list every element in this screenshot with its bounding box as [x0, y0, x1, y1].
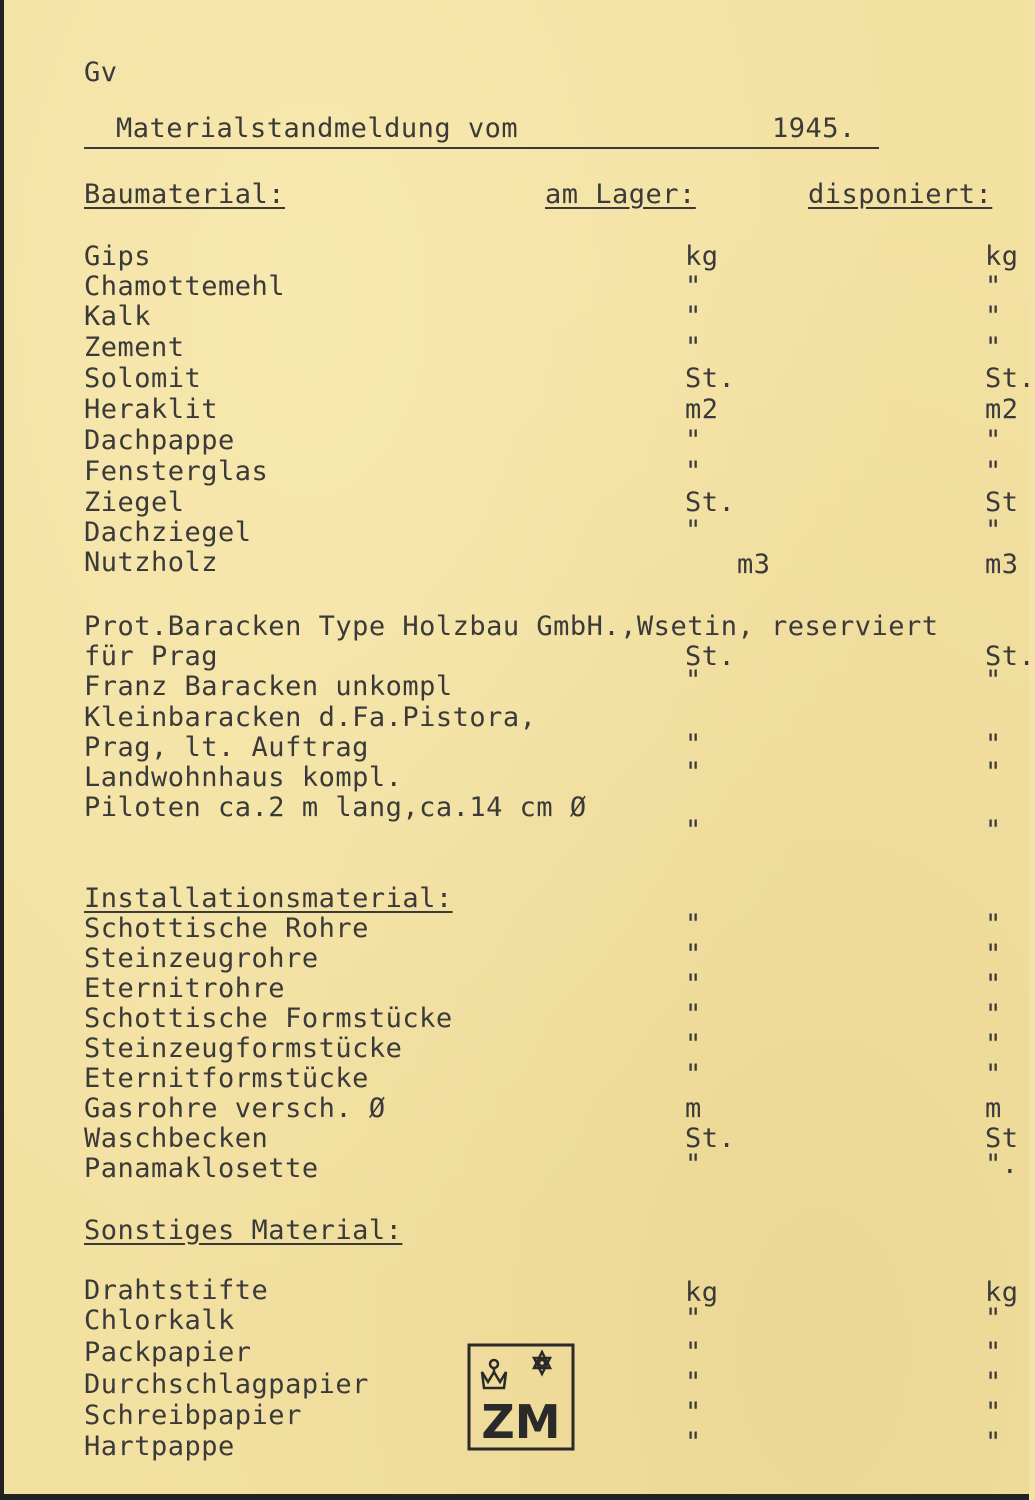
- disposed-unit: ": [985, 425, 1002, 456]
- disposed-unit: m3: [985, 549, 1019, 580]
- list-item: Dachziegel: [84, 517, 252, 548]
- stock-unit: m3: [737, 549, 771, 580]
- stock-unit: St.: [685, 641, 736, 672]
- disposed-unit: ": [985, 1427, 1002, 1458]
- stock-unit: ": [685, 757, 702, 788]
- disposed-unit: m: [985, 1093, 1002, 1124]
- column-header-disposed: disponiert:: [808, 179, 993, 210]
- list-item: Packpapier: [84, 1337, 252, 1368]
- list-item: Gasrohre versch. Ø: [84, 1093, 386, 1124]
- disposed-unit: ": [985, 939, 1002, 970]
- stock-unit: ": [685, 456, 702, 487]
- list-item: Nutzholz: [84, 547, 219, 578]
- stock-unit: ": [685, 1367, 702, 1398]
- disposed-unit: ": [985, 456, 1002, 487]
- disposed-unit: ": [985, 1059, 1002, 1090]
- document-title: Materialstandmeldung vom: [116, 113, 519, 144]
- list-item: Kalk: [84, 301, 152, 332]
- baracken-line: für Prag: [84, 641, 219, 672]
- disposed-unit: ": [985, 1367, 1002, 1398]
- list-item: Schottische Formstücke: [84, 1003, 453, 1034]
- section-title-other: Sonstiges Material:: [84, 1215, 403, 1246]
- baracken-line: Prot.Baracken Type Holzbau GmbH.,Wsetin, reserviert: [84, 611, 939, 642]
- disposed-unit: ": [985, 332, 1002, 363]
- document-year: 1945.: [772, 113, 856, 144]
- stock-unit: ": [685, 1149, 702, 1180]
- disposed-unit: ".: [985, 1149, 1019, 1180]
- stock-unit: ": [685, 815, 702, 846]
- list-item: Fensterglas: [84, 456, 269, 487]
- list-item: Heraklit: [84, 394, 219, 425]
- list-item: Steinzeugrohre: [84, 943, 319, 974]
- disposed-unit: ": [985, 729, 1002, 760]
- list-item: Solomit: [84, 363, 202, 394]
- list-item: Waschbecken: [84, 1123, 269, 1154]
- baracken-line: Piloten ca.2 m lang,ca.14 cm Ø: [84, 792, 587, 823]
- disposed-unit: ": [985, 909, 1002, 940]
- disposed-unit: St.: [985, 363, 1035, 394]
- stock-unit: St.: [685, 363, 736, 394]
- disposed-unit: ": [985, 969, 1002, 1000]
- stock-unit: ": [685, 1303, 702, 1334]
- list-item: Steinzeugformstücke: [84, 1033, 403, 1064]
- title-rule: [84, 147, 879, 149]
- stock-unit: ": [685, 425, 702, 456]
- list-item: Gips: [84, 241, 152, 272]
- column-header-stock: am Lager:: [545, 179, 696, 210]
- disposed-unit: m2: [985, 394, 1019, 425]
- stock-unit: ": [685, 1029, 702, 1060]
- stock-unit: ": [685, 969, 702, 1000]
- disposed-unit: ": [985, 1337, 1002, 1368]
- stock-unit: ": [685, 729, 702, 760]
- stock-unit: ": [685, 1059, 702, 1090]
- document-code: Gv: [84, 57, 118, 88]
- list-item: Zement: [84, 332, 185, 363]
- stock-unit: ": [685, 271, 702, 302]
- list-item: Ziegel: [84, 487, 185, 518]
- list-item: Panamaklosette: [84, 1153, 319, 1184]
- scan-edge-left: [0, 0, 4, 1500]
- stock-unit: ": [685, 1397, 702, 1428]
- disposed-unit: ": [985, 515, 1002, 546]
- stamp-letters: ZM: [481, 1395, 561, 1449]
- baracken-line: Franz Baracken unkompl: [84, 671, 453, 702]
- disposed-unit: ": [985, 1303, 1002, 1334]
- stock-unit: ": [685, 665, 702, 696]
- scan-edge-bottom: [0, 1494, 1029, 1500]
- stock-unit: St.: [685, 1123, 736, 1154]
- list-item: Hartpappe: [84, 1431, 235, 1462]
- stamp-icon: [466, 1342, 576, 1452]
- disposed-unit: kg: [985, 241, 1019, 272]
- list-item: Schottische Rohre: [84, 913, 369, 944]
- disposed-unit: ": [985, 1029, 1002, 1060]
- list-item: Chamottemehl: [84, 271, 286, 302]
- disposed-unit: ": [985, 815, 1002, 846]
- stock-unit: ": [685, 332, 702, 363]
- list-item: Schreibpapier: [84, 1400, 302, 1431]
- disposed-unit: ": [985, 665, 1002, 696]
- stock-unit: ": [685, 999, 702, 1030]
- stock-unit: kg: [685, 241, 719, 272]
- disposed-unit: St: [985, 1123, 1019, 1154]
- baracken-line: Landwohnhaus kompl.: [84, 762, 403, 793]
- baracken-line: Kleinbaracken d.Fa.Pistora,: [84, 702, 537, 733]
- disposed-unit: ": [985, 271, 1002, 302]
- stock-unit: ": [685, 1427, 702, 1458]
- baracken-line: Prag, lt. Auftrag: [84, 732, 369, 763]
- disposed-unit: ": [985, 999, 1002, 1030]
- stock-unit: m2: [685, 394, 719, 425]
- section-title-installation: Installationsmaterial:: [84, 883, 453, 914]
- stock-unit: kg: [685, 1277, 719, 1308]
- list-item: Dachpappe: [84, 425, 235, 456]
- list-item: Drahtstifte: [84, 1275, 269, 1306]
- column-header-material: Baumaterial:: [84, 179, 286, 210]
- stock-unit: ": [685, 909, 702, 940]
- disposed-unit: ": [985, 757, 1002, 788]
- disposed-unit: St.: [985, 641, 1035, 672]
- disposed-unit: St: [985, 487, 1019, 518]
- disposed-unit: kg: [985, 1277, 1019, 1308]
- stock-unit: ": [685, 301, 702, 332]
- stock-unit: ": [685, 1337, 702, 1368]
- disposed-unit: ": [985, 1397, 1002, 1428]
- stock-unit: m: [685, 1093, 702, 1124]
- list-item: Chlorkalk: [84, 1305, 235, 1336]
- list-item: Eternitformstücke: [84, 1063, 369, 1094]
- disposed-unit: ": [985, 301, 1002, 332]
- list-item: Eternitrohre: [84, 973, 286, 1004]
- stock-unit: ": [685, 939, 702, 970]
- archive-stamp: [466, 1342, 576, 1452]
- list-item: Durchschlagpapier: [84, 1369, 369, 1400]
- stock-unit: St.: [685, 487, 736, 518]
- stock-unit: ": [685, 515, 702, 546]
